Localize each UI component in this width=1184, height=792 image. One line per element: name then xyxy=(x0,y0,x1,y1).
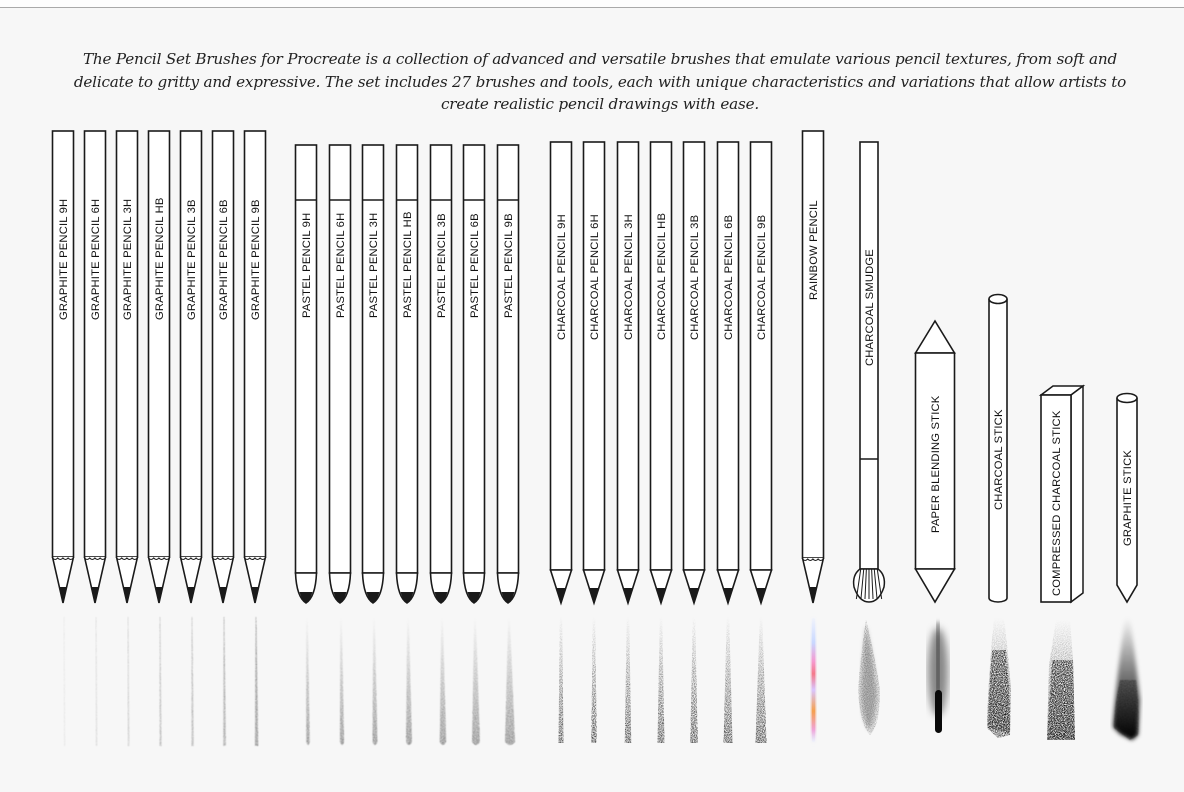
stroke-sample-graphite-pencil-6h xyxy=(96,617,98,746)
brush-label: PASTEL PENCIL 6B xyxy=(469,213,481,318)
brush-label: PAPER BLENDING STICK xyxy=(930,395,942,533)
brush-charcoal-pencil-hb[interactable] xyxy=(651,142,672,603)
brush-charcoal-pencil-6h[interactable] xyxy=(584,142,605,603)
brush-label: GRAPHITE PENCIL 6H xyxy=(90,198,102,320)
stroke-sample-pastel-pencil-6b xyxy=(472,617,480,745)
brush-rainbow-pencil[interactable] xyxy=(803,131,824,603)
brush-pastel-pencil-9h[interactable] xyxy=(296,145,317,603)
stroke-sample-charcoal-pencil-9b xyxy=(756,617,767,743)
brush-label: PASTEL PENCIL 9H xyxy=(301,212,313,318)
brush-label: COMPRESSED CHARCOAL STICK xyxy=(1051,410,1063,596)
brush-charcoal-pencil-6b[interactable] xyxy=(718,142,739,603)
brush-label: PASTEL PENCIL 9B xyxy=(503,213,515,318)
brush-label: GRAPHITE PENCIL 9B xyxy=(250,199,262,320)
stroke-sample-graphite-pencil-6b xyxy=(223,617,226,746)
brush-pastel-pencil-9b[interactable] xyxy=(498,145,519,603)
stroke-sample-charcoal-stick xyxy=(987,618,1011,738)
stroke-sample-charcoal-pencil-3b xyxy=(690,617,698,743)
stroke-sample-pastel-pencil-hb xyxy=(406,617,412,745)
brush-label: GRAPHITE PENCIL HB xyxy=(154,197,166,320)
stroke-sample-pastel-pencil-3b xyxy=(440,617,447,745)
stroke-sample-rainbow-pencil xyxy=(811,618,816,742)
brush-label: CHARCOAL PENCIL HB xyxy=(656,212,668,340)
brush-charcoal-pencil-3b[interactable] xyxy=(684,142,705,603)
brush-pastel-pencil-6b[interactable] xyxy=(464,145,485,603)
brush-graphite-pencil-6h[interactable] xyxy=(85,131,106,603)
stroke-sample-pastel-pencil-9h xyxy=(306,617,310,745)
brush-compressed-charcoal-stick[interactable] xyxy=(1041,386,1083,602)
stroke-sample-charcoal-pencil-6b xyxy=(724,617,733,743)
brush-label: CHARCOAL PENCIL 6B xyxy=(723,214,735,340)
brush-label: CHARCOAL PENCIL 9H xyxy=(556,214,568,340)
brush-pastel-pencil-3h[interactable] xyxy=(363,145,384,603)
brush-label: GRAPHITE PENCIL 3H xyxy=(122,198,134,320)
brush-charcoal-pencil-9h[interactable] xyxy=(551,142,572,603)
brush-label: GRAPHITE PENCIL 3B xyxy=(186,199,198,320)
brush-charcoal-stick[interactable] xyxy=(989,295,1007,603)
stroke-sample-pastel-pencil-3h xyxy=(373,617,378,745)
brush-graphite-pencil-9b[interactable] xyxy=(245,131,266,603)
brush-graphite-pencil-9h[interactable] xyxy=(53,131,74,603)
brush-label: PASTEL PENCIL 3H xyxy=(368,212,380,318)
stroke-sample-graphite-pencil-3h xyxy=(128,617,130,746)
brush-label: RAINBOW PENCIL xyxy=(808,200,820,300)
brush-label: GRAPHITE STICK xyxy=(1122,449,1134,546)
intro-description: The Pencil Set Brushes for Procreate is a collection of advanced and versatile brushes that emulate various pencil textures, from soft and delicate to gritty and expressive. The set includes 27 brushes and tools, each with unique characteristics and variations that allow artists to create realistic pencil drawings with ease. xyxy=(73,50,1127,114)
stroke-sample-graphite-pencil-3b xyxy=(191,617,193,746)
stroke-sample-graphite-stick xyxy=(1113,618,1140,740)
stroke-sample-graphite-pencil-9h xyxy=(64,617,66,746)
brush-label: PASTEL PENCIL 6H xyxy=(335,212,347,318)
brush-graphite-pencil-6b[interactable] xyxy=(213,131,234,603)
stroke-sample-graphite-pencil-9b xyxy=(255,617,258,746)
brush-charcoal-pencil-9b[interactable] xyxy=(751,142,772,603)
brush-label: PASTEL PENCIL 3B xyxy=(436,213,448,318)
brush-label: CHARCOAL PENCIL 9B xyxy=(756,214,768,340)
stroke-sample-compressed-charcoal-stick xyxy=(1047,620,1075,740)
brush-graphite-pencil-3h[interactable] xyxy=(117,131,138,603)
brush-label: CHARCOAL SMUDGE xyxy=(864,249,876,366)
brush-charcoal-pencil-3h[interactable] xyxy=(618,142,639,603)
brush-pastel-pencil-3b[interactable] xyxy=(431,145,452,603)
stroke-sample-charcoal-smudge xyxy=(858,620,880,735)
brush-label: GRAPHITE PENCIL 9H xyxy=(58,198,70,320)
brush-label: CHARCOAL PENCIL 3H xyxy=(623,214,635,340)
brush-graphite-stick[interactable] xyxy=(1117,394,1137,603)
brush-paper-blending-stick[interactable] xyxy=(916,321,955,602)
brush-label: PASTEL PENCIL HB xyxy=(402,211,414,318)
brush-label: CHARCOAL PENCIL 3B xyxy=(689,214,701,340)
stroke-sample-charcoal-pencil-9h xyxy=(559,617,564,743)
stroke-sample-paper-blending-stick xyxy=(928,622,948,733)
stroke-sample-charcoal-pencil-3h xyxy=(625,617,632,743)
brush-pastel-pencil-6h[interactable] xyxy=(330,145,351,603)
stroke-sample-graphite-pencil-hb xyxy=(160,617,162,746)
stroke-sample-pastel-pencil-6h xyxy=(340,617,344,745)
brush-label: GRAPHITE PENCIL 6B xyxy=(218,199,230,320)
stroke-sample-charcoal-pencil-6h xyxy=(591,617,597,743)
stroke-sample-charcoal-pencil-hb xyxy=(658,617,665,743)
brush-graphite-pencil-3b[interactable] xyxy=(181,131,202,603)
stroke-sample-pastel-pencil-9b xyxy=(505,617,515,745)
brush-charcoal-smudge[interactable] xyxy=(854,142,885,602)
brush-pastel-pencil-hb[interactable] xyxy=(397,145,418,603)
brush-graphite-pencil-hb[interactable] xyxy=(149,131,170,603)
brush-label: CHARCOAL PENCIL 6H xyxy=(589,214,601,340)
brush-label: CHARCOAL STICK xyxy=(993,409,1005,510)
